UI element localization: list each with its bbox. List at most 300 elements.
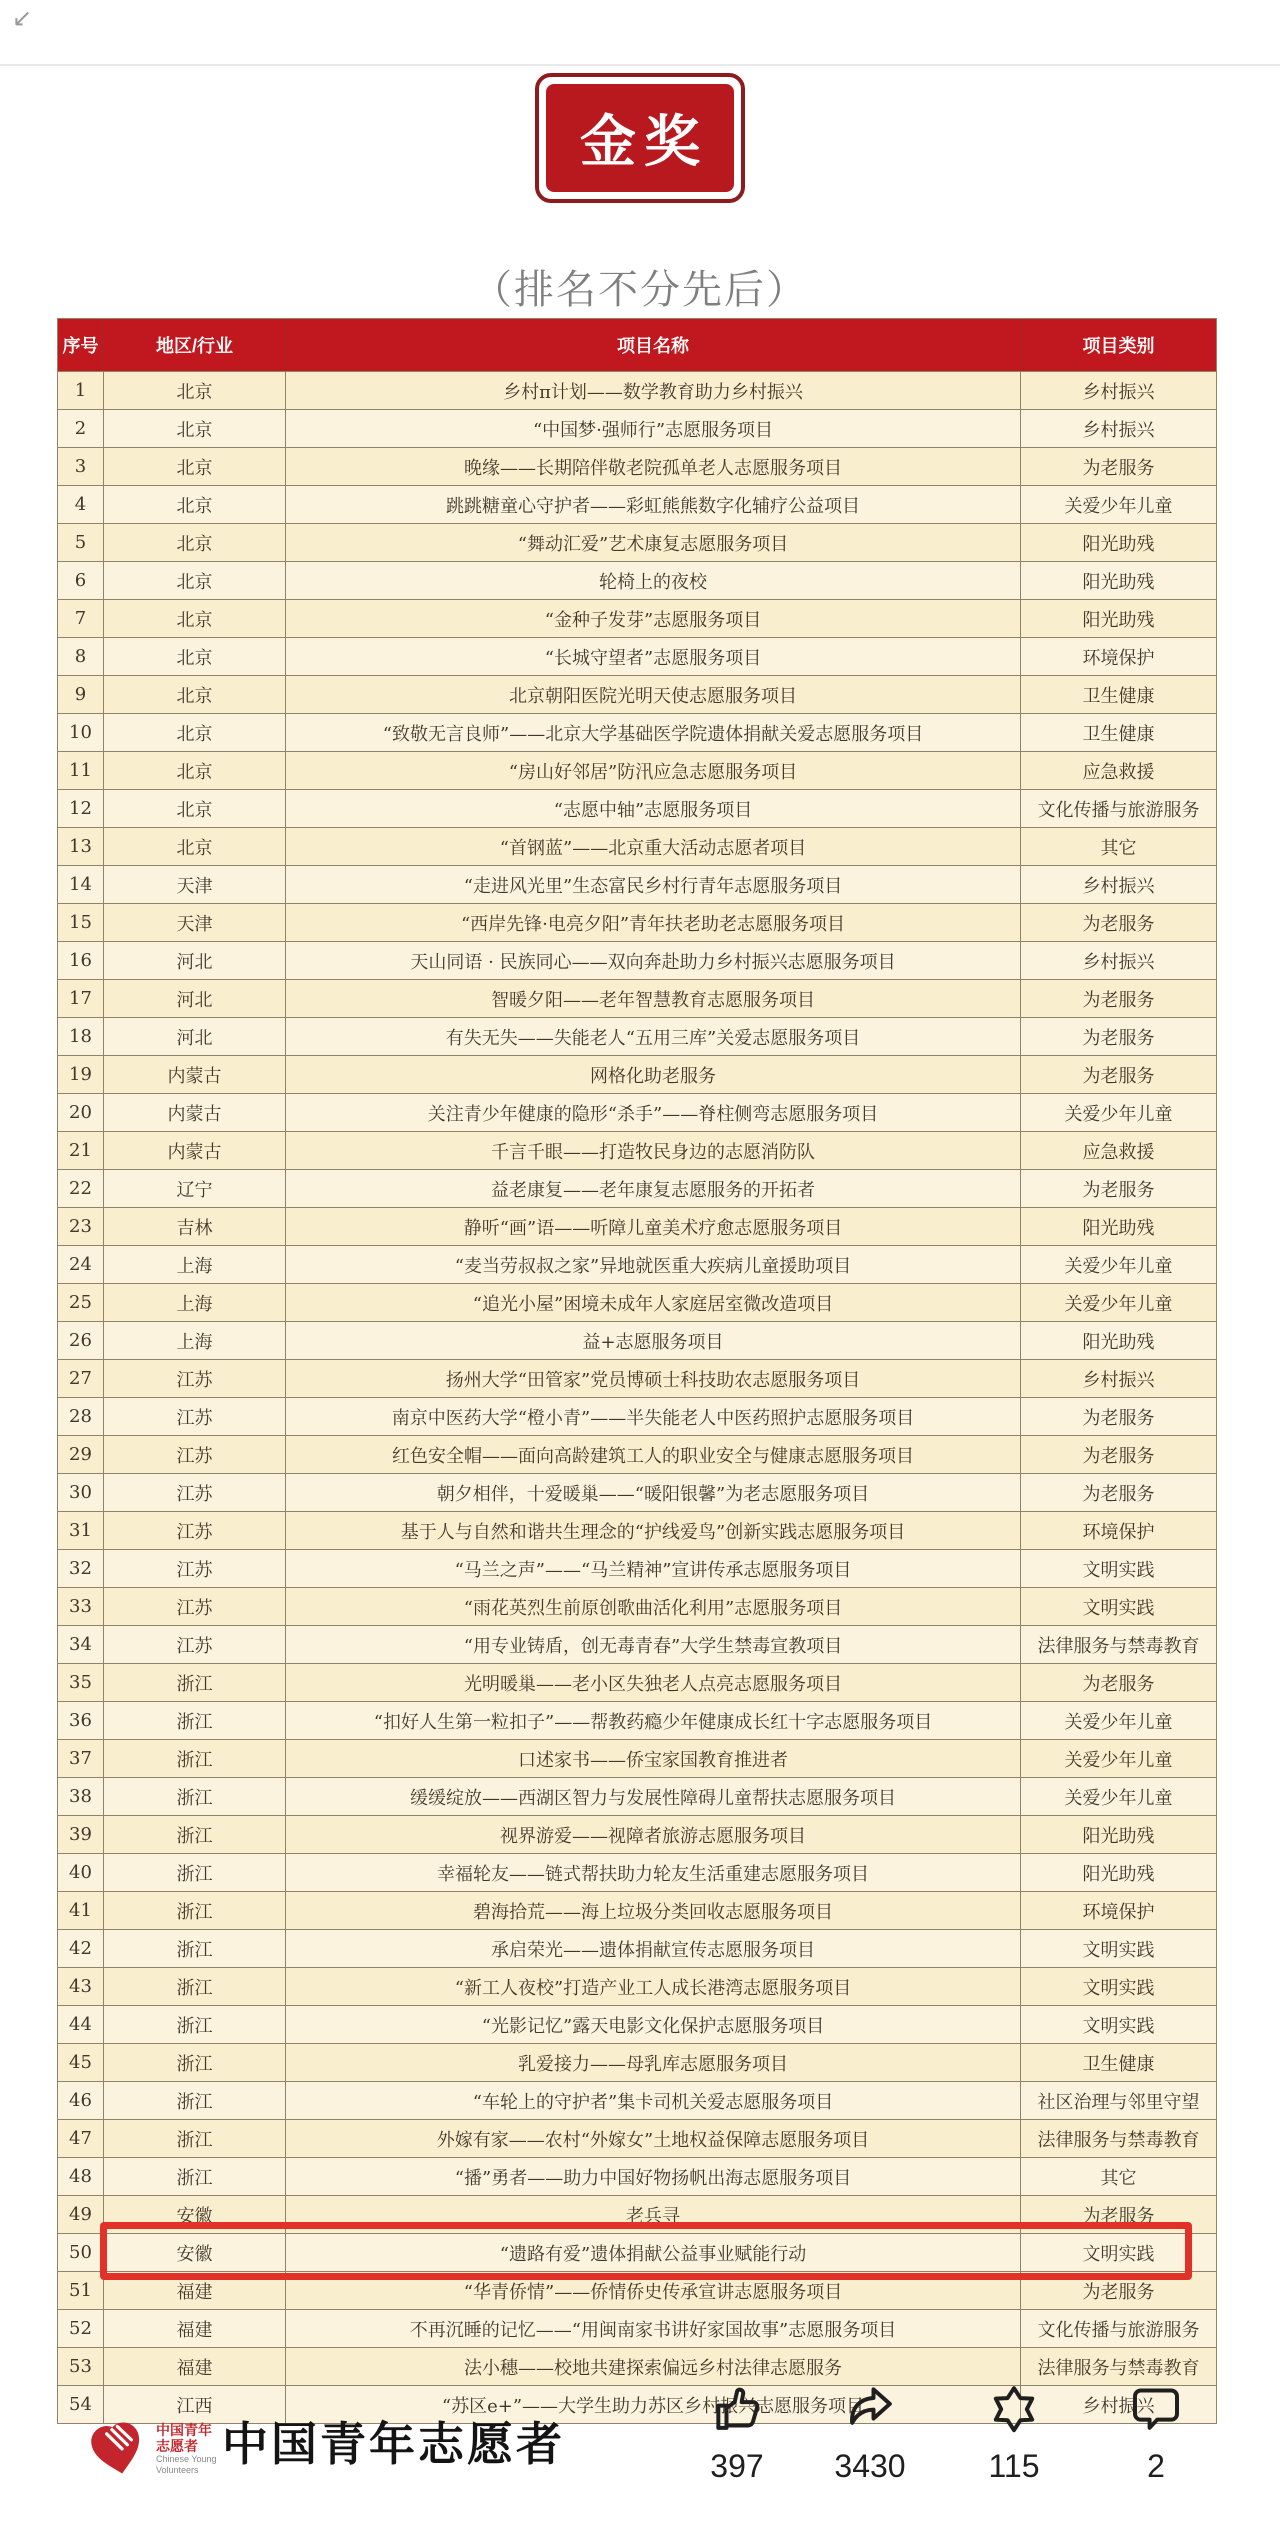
row-region: 河北 <box>104 941 286 979</box>
table-row <box>58 1321 1216 1359</box>
row-no: 53 <box>58 2347 104 2385</box>
row-no: 25 <box>58 1283 104 1321</box>
table-row <box>58 1397 1216 1435</box>
row-project-name: 益老康复——老年康复志愿服务的开拓者 <box>286 1169 1021 1207</box>
row-no: 4 <box>58 485 104 523</box>
header-name: 项目名称 <box>286 319 1021 371</box>
row-no: 5 <box>58 523 104 561</box>
row-category: 为老服务 <box>1021 903 1216 941</box>
row-category: 文明实践 <box>1021 1587 1216 1625</box>
table-row <box>58 1891 1216 1929</box>
table-row <box>58 371 1216 409</box>
table-row <box>58 1929 1216 1967</box>
row-category: 关爱少年儿童 <box>1021 1777 1216 1815</box>
row-category: 关爱少年儿童 <box>1021 485 1216 523</box>
table-row <box>58 447 1216 485</box>
row-project-name: “金种子发芽”志愿服务项目 <box>286 599 1021 637</box>
row-region: 天津 <box>104 865 286 903</box>
row-category: 关爱少年儿童 <box>1021 1093 1216 1131</box>
row-category: 文明实践 <box>1021 1549 1216 1587</box>
table-row <box>58 1853 1216 1891</box>
row-project-name: 视界游爱——视障者旅游志愿服务项目 <box>286 1815 1021 1853</box>
row-no: 36 <box>58 1701 104 1739</box>
row-region: 北京 <box>104 751 286 789</box>
row-no: 30 <box>58 1473 104 1511</box>
table-row <box>58 713 1216 751</box>
row-category: 其它 <box>1021 827 1216 865</box>
row-project-name: 口述家书——侨宝家国教育推进者 <box>286 1739 1021 1777</box>
table-row <box>58 2309 1216 2347</box>
account-title: 中国青年志愿者 <box>222 2418 565 2470</box>
table-row <box>58 637 1216 675</box>
row-region: 内蒙古 <box>104 1093 286 1131</box>
row-region: 福建 <box>104 2347 286 2385</box>
row-category: 文化传播与旅游服务 <box>1021 789 1216 827</box>
row-no: 45 <box>58 2043 104 2081</box>
table-row <box>58 1131 1216 1169</box>
row-project-name: 朝夕相伴，十爱暖巢——“暖阳银馨”为老志愿服务项目 <box>286 1473 1021 1511</box>
row-region: 北京 <box>104 523 286 561</box>
table-row <box>58 1701 1216 1739</box>
row-no: 1 <box>58 371 104 409</box>
row-region: 江苏 <box>104 1359 286 1397</box>
table-row <box>58 523 1216 561</box>
table-row <box>58 827 1216 865</box>
row-project-name: 外嫁有家——农村“外嫁女”土地权益保障志愿服务项目 <box>286 2119 1021 2157</box>
row-no: 10 <box>58 713 104 751</box>
share-icon <box>842 2380 898 2436</box>
table-row <box>58 2195 1216 2233</box>
logo-caption-en-2: Volunteers <box>156 2464 199 2475</box>
table-row <box>58 1207 1216 1245</box>
row-project-name: 缓缓绽放——西湖区智力与发展性障碍儿童帮扶志愿服务项目 <box>286 1777 1021 1815</box>
row-category: 阳光助残 <box>1021 561 1216 599</box>
row-region: 浙江 <box>104 1777 286 1815</box>
row-category: 乡村振兴 <box>1021 409 1216 447</box>
table-row <box>58 2005 1216 2043</box>
row-category: 为老服务 <box>1021 1473 1216 1511</box>
table-row <box>58 865 1216 903</box>
row-region: 浙江 <box>104 2081 286 2119</box>
table-row <box>58 485 1216 523</box>
share-count: 3430 <box>834 2448 906 2484</box>
row-no: 27 <box>58 1359 104 1397</box>
row-no: 6 <box>58 561 104 599</box>
wow-icon <box>986 2380 1042 2436</box>
row-project-name: “光影记忆”露天电影文化保护志愿服务项目 <box>286 2005 1021 2043</box>
row-project-name: 益+志愿服务项目 <box>286 1321 1021 1359</box>
row-no: 38 <box>58 1777 104 1815</box>
table-row <box>58 1587 1216 1625</box>
table-row <box>58 1473 1216 1511</box>
row-project-name: 碧海拾荒——海上垃圾分类回收志愿服务项目 <box>286 1891 1021 1929</box>
row-region: 安徽 <box>104 2233 286 2271</box>
row-region: 浙江 <box>104 1929 286 1967</box>
table-row <box>58 1815 1216 1853</box>
table-row <box>58 2081 1216 2119</box>
row-project-name: 南京中医药大学“橙小青”——半失能老人中医药照护志愿服务项目 <box>286 1397 1021 1435</box>
table-row <box>58 1777 1216 1815</box>
row-no: 7 <box>58 599 104 637</box>
row-category: 文化传播与旅游服务 <box>1021 2309 1216 2347</box>
table-row <box>58 751 1216 789</box>
row-category: 文明实践 <box>1021 1929 1216 1967</box>
row-project-name: “西岸先锋·电亮夕阳”青年扶老助老志愿服务项目 <box>286 903 1021 941</box>
row-category: 阳光助残 <box>1021 1321 1216 1359</box>
row-project-name: “中国梦·强师行”志愿服务项目 <box>286 409 1021 447</box>
row-region: 浙江 <box>104 1967 286 2005</box>
row-category: 其它 <box>1021 2157 1216 2195</box>
row-no: 2 <box>58 409 104 447</box>
row-region: 江苏 <box>104 1587 286 1625</box>
row-no: 3 <box>58 447 104 485</box>
row-category: 乡村振兴 <box>1021 2385 1216 2423</box>
row-region: 北京 <box>104 409 286 447</box>
row-project-name: “车轮上的守护者”集卡司机关爱志愿服务项目 <box>286 2081 1021 2119</box>
row-project-name: “追光小屋”困境未成年人家庭居室微改造项目 <box>286 1283 1021 1321</box>
row-region: 北京 <box>104 713 286 751</box>
table-row <box>58 1245 1216 1283</box>
table-row <box>58 2119 1216 2157</box>
comment-count: 2 <box>1147 2448 1165 2484</box>
row-no: 13 <box>58 827 104 865</box>
header-no: 序号 <box>58 319 104 371</box>
table-row <box>58 903 1216 941</box>
row-region: 浙江 <box>104 1739 286 1777</box>
row-no: 15 <box>58 903 104 941</box>
row-category: 为老服务 <box>1021 2271 1216 2309</box>
row-category: 法律服务与禁毒教育 <box>1021 2347 1216 2385</box>
table-row <box>58 1359 1216 1397</box>
like-action[interactable] <box>677 2380 797 2485</box>
row-category: 为老服务 <box>1021 2195 1216 2233</box>
row-project-name: 轮椅上的夜校 <box>286 561 1021 599</box>
back-mark: ↙ <box>12 5 33 32</box>
row-project-name: “首钢蓝”——北京重大活动志愿者项目 <box>286 827 1021 865</box>
row-category: 文明实践 <box>1021 1967 1216 2005</box>
row-category: 为老服务 <box>1021 1017 1216 1055</box>
row-no: 41 <box>58 1891 104 1929</box>
row-no: 24 <box>58 1245 104 1283</box>
row-region: 江苏 <box>104 1473 286 1511</box>
table-row <box>58 1093 1216 1131</box>
row-no: 31 <box>58 1511 104 1549</box>
row-project-name: 跳跳糖童心守护者——彩虹熊熊数字化辅疗公益项目 <box>286 485 1021 523</box>
row-project-name: 承启荣光——遗体捐献宣传志愿服务项目 <box>286 1929 1021 1967</box>
row-project-name: 北京朝阳医院光明天使志愿服务项目 <box>286 675 1021 713</box>
table-row <box>58 1739 1216 1777</box>
row-no: 42 <box>58 1929 104 1967</box>
row-project-name: “遗路有爱”遗体捐献公益事业赋能行动 <box>286 2233 1021 2271</box>
header-category: 项目类别 <box>1082 336 1155 356</box>
table-row <box>58 1055 1216 1093</box>
row-project-name: “新工人夜校”打造产业工人成长港湾志愿服务项目 <box>286 1967 1021 2005</box>
row-project-name: “华青侨情”——侨情侨史传承宣讲志愿服务项目 <box>286 2271 1021 2309</box>
header-region: 地区/行业 <box>104 319 286 371</box>
row-project-name: “走进风光里”生态富民乡村行青年志愿服务项目 <box>286 865 1021 903</box>
row-project-name: “雨花英烈生前原创歌曲活化利用”志愿服务项目 <box>286 1587 1021 1625</box>
row-region: 上海 <box>104 1321 286 1359</box>
row-region: 浙江 <box>104 1815 286 1853</box>
row-region: 福建 <box>104 2309 286 2347</box>
row-project-name: 乳爱接力——母乳库志愿服务项目 <box>286 2043 1021 2081</box>
row-no: 14 <box>58 865 104 903</box>
gold-award-badge <box>535 73 745 203</box>
row-no: 19 <box>58 1055 104 1093</box>
table-row <box>58 1169 1216 1207</box>
row-region: 内蒙古 <box>104 1131 286 1169</box>
logo-caption <box>156 2422 217 2475</box>
row-no: 23 <box>58 1207 104 1245</box>
row-no: 20 <box>58 1093 104 1131</box>
row-region: 浙江 <box>104 2043 286 2081</box>
row-project-name: “志愿中轴”志愿服务项目 <box>286 789 1021 827</box>
row-category: 乡村振兴 <box>1021 371 1216 409</box>
row-project-name: “马兰之声”——“马兰精神”宣讲传承志愿服务项目 <box>286 1549 1021 1587</box>
row-project-name: 静听“画”语——听障儿童美术疗愈志愿服务项目 <box>286 1207 1021 1245</box>
row-no: 40 <box>58 1853 104 1891</box>
row-project-name: 法小穗——校地共建探索偏远乡村法律志愿服务 <box>286 2347 1021 2385</box>
row-region: 河北 <box>104 1017 286 1055</box>
row-project-name: 老兵寻 <box>286 2195 1021 2233</box>
logo-caption-en-1: Chinese Young <box>156 2454 217 2465</box>
row-no: 21 <box>58 1131 104 1169</box>
logo-caption-cn-1: 中国青年 <box>156 2422 212 2438</box>
row-project-name: “舞动汇爱”艺术康复志愿服务项目 <box>286 523 1021 561</box>
row-project-name: 有失无失——失能老人“五用三库”关爱志愿服务项目 <box>286 1017 1021 1055</box>
row-region: 浙江 <box>104 1701 286 1739</box>
row-region: 吉林 <box>104 1207 286 1245</box>
row-region: 北京 <box>104 789 286 827</box>
row-project-name: “长城守望者”志愿服务项目 <box>286 637 1021 675</box>
row-no: 29 <box>58 1435 104 1473</box>
row-project-name: 天山同语 · 民族同心——双向奔赴助力乡村振兴志愿服务项目 <box>286 941 1021 979</box>
row-category: 阳光助残 <box>1021 1853 1216 1891</box>
row-category: 关爱少年儿童 <box>1021 1245 1216 1283</box>
row-region: 江苏 <box>104 1625 286 1663</box>
row-category: 为老服务 <box>1021 447 1216 485</box>
wow-action[interactable] <box>954 2380 1074 2485</box>
row-region: 辽宁 <box>104 1169 286 1207</box>
table-row <box>58 2233 1216 2271</box>
row-no: 37 <box>58 1739 104 1777</box>
row-no: 52 <box>58 2309 104 2347</box>
row-no: 12 <box>58 789 104 827</box>
table-row <box>58 409 1216 447</box>
table-row <box>58 789 1216 827</box>
row-region: 北京 <box>104 485 286 523</box>
table-row <box>58 2043 1216 2081</box>
row-project-name: 扬州大学“田管家”党员博硕士科技助农志愿服务项目 <box>286 1359 1021 1397</box>
row-project-name: 千言千眼——打造牧民身边的志愿消防队 <box>286 1131 1021 1169</box>
row-category: 为老服务 <box>1021 1663 1216 1701</box>
row-category: 环境保护 <box>1021 1511 1216 1549</box>
row-category: 文明实践 <box>1021 2005 1216 2043</box>
row-region: 浙江 <box>104 2119 286 2157</box>
row-region: 安徽 <box>104 2195 286 2233</box>
row-no: 28 <box>58 1397 104 1435</box>
row-no: 8 <box>58 637 104 675</box>
row-category: 阳光助残 <box>1021 1207 1216 1245</box>
thumbs-up-icon <box>709 2380 765 2436</box>
table-row <box>58 1967 1216 2005</box>
row-region: 浙江 <box>104 2005 286 2043</box>
table-row <box>58 1511 1216 1549</box>
row-no: 34 <box>58 1625 104 1663</box>
row-no: 46 <box>58 2081 104 2119</box>
row-category: 为老服务 <box>1021 1435 1216 1473</box>
row-region: 浙江 <box>104 1663 286 1701</box>
row-project-name: 光明暖巢——老小区失独老人点亮志愿服务项目 <box>286 1663 1021 1701</box>
row-category: 为老服务 <box>1021 1169 1216 1207</box>
table-row <box>58 599 1216 637</box>
row-region: 浙江 <box>104 1891 286 1929</box>
row-project-name: “致敬无言良师”——北京大学基础医学院遗体捐献关爱志愿服务项目 <box>286 713 1021 751</box>
row-project-name: 乡村π计划——数学教育助力乡村振兴 <box>286 371 1021 409</box>
table-row <box>58 979 1216 1017</box>
row-project-name: 红色安全帽——面向高龄建筑工人的职业安全与健康志愿服务项目 <box>286 1435 1021 1473</box>
row-category: 阳光助残 <box>1021 523 1216 561</box>
table-row <box>58 675 1216 713</box>
row-region: 浙江 <box>104 2157 286 2195</box>
row-no: 50 <box>58 2233 104 2271</box>
row-category: 环境保护 <box>1021 1891 1216 1929</box>
row-category: 文明实践 <box>1021 2233 1216 2271</box>
row-category: 乡村振兴 <box>1021 941 1216 979</box>
row-project-name: 关注青少年健康的隐形“杀手”——脊柱侧弯志愿服务项目 <box>286 1093 1021 1131</box>
table-row <box>58 1625 1216 1663</box>
table-row <box>58 561 1216 599</box>
row-project-name: “苏区e+”——大学生助力苏区乡村振兴志愿服务项目 <box>286 2385 1021 2423</box>
row-region: 北京 <box>104 637 286 675</box>
table-row <box>58 2271 1216 2309</box>
row-category: 法律服务与禁毒教育 <box>1021 1625 1216 1663</box>
share-action[interactable] <box>810 2380 930 2485</box>
table-row <box>58 1435 1216 1473</box>
row-region: 江苏 <box>104 1511 286 1549</box>
ranking-note: （排名不分先后） <box>472 268 808 312</box>
comment-action[interactable] <box>1096 2380 1216 2485</box>
row-no: 33 <box>58 1587 104 1625</box>
row-category: 卫生健康 <box>1021 675 1216 713</box>
row-no: 43 <box>58 1967 104 2005</box>
row-project-name: 网格化助老服务 <box>286 1055 1021 1093</box>
row-no: 16 <box>58 941 104 979</box>
row-category: 应急救援 <box>1021 1131 1216 1169</box>
row-category: 乡村振兴 <box>1021 1359 1216 1397</box>
row-no: 47 <box>58 2119 104 2157</box>
row-no: 35 <box>58 1663 104 1701</box>
row-no: 9 <box>58 675 104 713</box>
row-no: 18 <box>58 1017 104 1055</box>
table-row <box>58 1017 1216 1055</box>
row-category: 为老服务 <box>1021 979 1216 1017</box>
row-category: 乡村振兴 <box>1021 865 1216 903</box>
row-region: 江苏 <box>104 1435 286 1473</box>
row-no: 26 <box>58 1321 104 1359</box>
row-no: 17 <box>58 979 104 1017</box>
row-category: 关爱少年儿童 <box>1021 1739 1216 1777</box>
row-category: 社区治理与邻里守望 <box>1021 2081 1216 2119</box>
row-region: 北京 <box>104 447 286 485</box>
row-region: 北京 <box>104 599 286 637</box>
row-region: 江苏 <box>104 1549 286 1587</box>
row-category: 阳光助残 <box>1021 599 1216 637</box>
row-project-name: “用专业铸盾，创无毒青春”大学生禁毒宣教项目 <box>286 1625 1021 1663</box>
row-category: 法律服务与禁毒教育 <box>1021 2119 1216 2157</box>
row-region: 江苏 <box>104 1397 286 1435</box>
row-no: 44 <box>58 2005 104 2043</box>
row-no: 51 <box>58 2271 104 2309</box>
row-region: 内蒙古 <box>104 1055 286 1093</box>
table-header-row <box>58 319 1216 371</box>
row-region: 北京 <box>104 561 286 599</box>
footer <box>0 2380 1280 2534</box>
logo-caption-cn-2: 志愿者 <box>156 2438 198 2455</box>
row-region: 福建 <box>104 2271 286 2309</box>
top-divider <box>0 64 1280 66</box>
row-category: 阳光助残 <box>1021 1815 1216 1853</box>
row-category: 应急救援 <box>1021 751 1216 789</box>
table-row <box>58 2157 1216 2195</box>
row-category: 为老服务 <box>1021 1397 1216 1435</box>
row-no: 22 <box>58 1169 104 1207</box>
row-project-name: 不再沉睡的记忆——“用闽南家书讲好家国故事”志愿服务项目 <box>286 2309 1021 2347</box>
row-region: 浙江 <box>104 1853 286 1891</box>
row-region: 河北 <box>104 979 286 1017</box>
row-region: 江西 <box>104 2385 286 2423</box>
comment-icon <box>1128 2380 1184 2436</box>
row-project-name: 基于人与自然和谐共生理念的“护线爱鸟”创新实践志愿服务项目 <box>286 1511 1021 1549</box>
table-row <box>58 1663 1216 1701</box>
award-table <box>57 318 1217 2424</box>
row-category: 卫生健康 <box>1021 713 1216 751</box>
row-project-name: “播”勇者——助力中国好物扬帆出海志愿服务项目 <box>286 2157 1021 2195</box>
row-project-name: “麦当劳叔叔之家”异地就医重大疾病儿童援助项目 <box>286 1245 1021 1283</box>
row-project-name: “房山好邻居”防汛应急志愿服务项目 <box>286 751 1021 789</box>
row-no: 54 <box>58 2385 104 2423</box>
row-no: 49 <box>58 2195 104 2233</box>
row-project-name: 智暖夕阳——老年智慧教育志愿服务项目 <box>286 979 1021 1017</box>
table-row <box>58 941 1216 979</box>
row-no: 39 <box>58 1815 104 1853</box>
row-region: 北京 <box>104 371 286 409</box>
row-category: 为老服务 <box>1021 1055 1216 1093</box>
row-no: 32 <box>58 1549 104 1587</box>
like-count: 397 <box>710 2448 764 2484</box>
row-category: 关爱少年儿童 <box>1021 1283 1216 1321</box>
row-project-name: 晚缘——长期陪伴敬老院孤单老人志愿服务项目 <box>286 447 1021 485</box>
row-category: 关爱少年儿童 <box>1021 1701 1216 1739</box>
gold-award-badge-label: 金奖 <box>546 84 734 192</box>
row-no: 48 <box>58 2157 104 2195</box>
row-project-name: “扣好人生第一粒扣子”——帮教药瘾少年健康成长红十字志愿服务项目 <box>286 1701 1021 1739</box>
table-row <box>58 1549 1216 1587</box>
table-body <box>58 371 1216 2423</box>
row-category: 环境保护 <box>1021 637 1216 675</box>
row-region: 北京 <box>104 675 286 713</box>
row-category: 卫生健康 <box>1021 2043 1216 2081</box>
volunteer-heart-logo <box>86 2416 148 2482</box>
row-project-name: 幸福轮友——链式帮扶助力轮友生活重建志愿服务项目 <box>286 1853 1021 1891</box>
row-region: 上海 <box>104 1283 286 1321</box>
row-no: 11 <box>58 751 104 789</box>
wow-count: 115 <box>988 2448 1040 2484</box>
table-row <box>58 1283 1216 1321</box>
row-region: 上海 <box>104 1245 286 1283</box>
row-region: 天津 <box>104 903 286 941</box>
row-region: 北京 <box>104 827 286 865</box>
